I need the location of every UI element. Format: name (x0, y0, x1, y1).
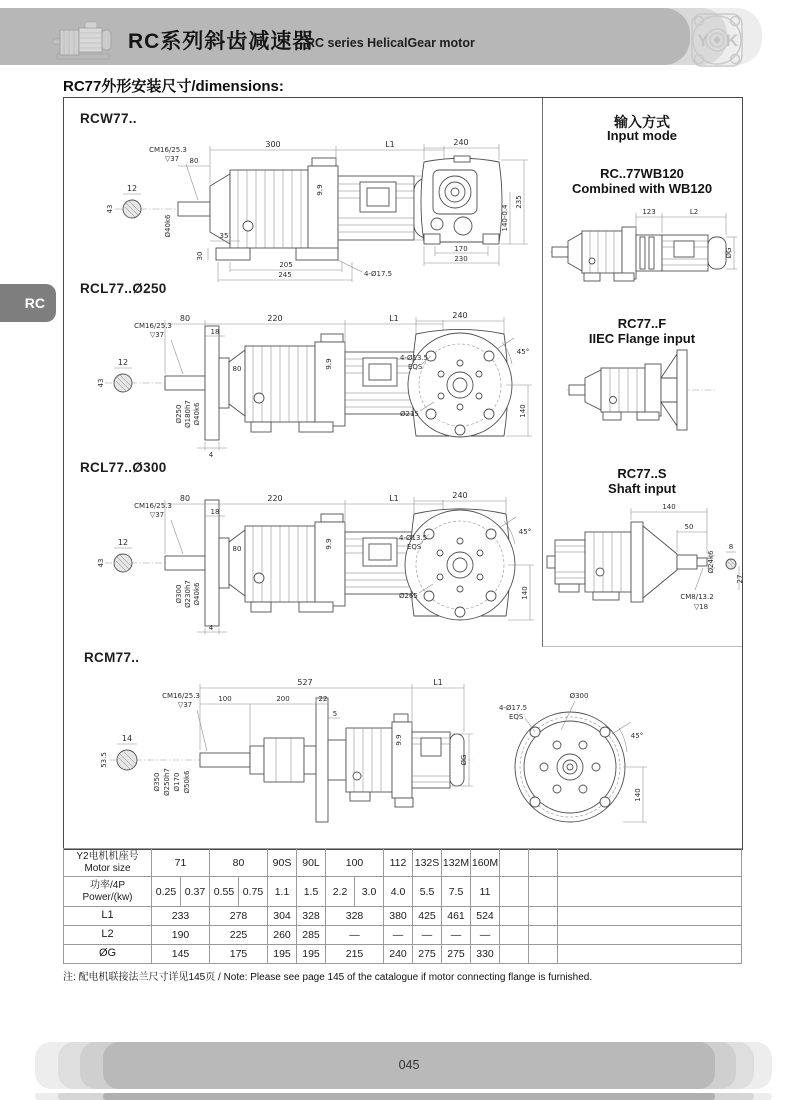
cell-empty (558, 907, 742, 926)
cell-power: 0.25 (152, 877, 181, 907)
rcm77-end-drawing (495, 682, 655, 842)
cell-motor-size: 90L (297, 849, 326, 877)
dim-label: 80 (179, 494, 191, 503)
dim-label: L1 (389, 494, 399, 503)
dim-label: 9.9 (395, 734, 403, 746)
dim-label: 50 (684, 523, 694, 531)
section-title: RC77外形安装尺寸/dimensions: (63, 78, 284, 95)
cell-og: 175 (210, 945, 268, 964)
cell-power: 1.5 (297, 877, 326, 907)
wb120-subtitle: Combined with WB120 (571, 181, 713, 196)
dim-label: Ø40k6 (193, 402, 201, 426)
cell-og: 240 (384, 945, 413, 964)
flange-subtitle: IIEC Flange input (588, 331, 696, 346)
product-photo (52, 16, 114, 62)
cell-l2: 190 (152, 926, 210, 945)
dim-label: ▽37 (177, 701, 193, 709)
dim-label: Ø250 (175, 404, 183, 424)
cell-empty (558, 926, 742, 945)
cell-l1: 328 (297, 907, 326, 926)
wb120-drawing (548, 205, 740, 305)
dim-label: 22 (318, 695, 328, 703)
cell-motor-size: 160M (471, 849, 500, 877)
dim-label: EQS (509, 713, 524, 721)
cell-power: 5.5 (413, 877, 442, 907)
row-header-power (64, 877, 152, 907)
cell-power: 7.5 (442, 877, 471, 907)
table-row-l2 (64, 926, 742, 945)
footer-strip-inner (103, 1093, 715, 1100)
dim-label: 240 (453, 138, 469, 147)
cell-power: 0.55 (210, 877, 239, 907)
dim-label: Ø230h7 (184, 580, 192, 608)
dim-label: 80 (232, 365, 242, 373)
cell-motor-size: 112 (384, 849, 413, 877)
dim-label: 43 (97, 378, 105, 388)
dim-label: 170 (454, 245, 468, 253)
row-header-zh: 功率/4P (89, 879, 125, 891)
dim-label: 235 (515, 195, 523, 209)
page-number: 045 (103, 1042, 715, 1089)
dim-label: 43 (97, 558, 105, 568)
dim-label: 9.9 (325, 538, 333, 550)
dim-label: CM16/25.3 (149, 146, 187, 154)
dim-label: 300 (265, 140, 281, 149)
figure-label-rcl300: RCL77..Ø300 (80, 460, 167, 475)
cell-l1: 278 (210, 907, 268, 926)
flange-title: RC77..F (617, 316, 667, 331)
rcw77-end-drawing (400, 132, 535, 272)
cell-l2: — (442, 926, 471, 945)
dim-label: 140-0.4 (501, 204, 509, 232)
dim-label: L1 (389, 314, 399, 323)
cell-og: 195 (268, 945, 297, 964)
dim-label: 4 (208, 624, 214, 632)
dim-label: Ø170 (173, 772, 181, 792)
logo-letter-y: Y (697, 31, 709, 50)
row-header-en: Power/(kw) (82, 891, 133, 903)
dim-label: Ø50k6 (183, 770, 191, 794)
row-header-l2: L2 (64, 926, 152, 945)
figure-label-rcl250: RCL77..Ø250 (80, 281, 167, 296)
cell-l1: 304 (268, 907, 297, 926)
cell-l2: — (384, 926, 413, 945)
dim-label: 123 (642, 208, 656, 216)
cell-empty (558, 945, 742, 964)
dim-label: 140 (634, 788, 642, 802)
dim-label: CM16/25.3 (134, 502, 172, 510)
dim-label: 220 (267, 314, 283, 323)
cell-empty (500, 907, 529, 926)
dim-label: 35 (219, 232, 229, 240)
cell-motor-size: 100 (326, 849, 384, 877)
row-header-motor-size (64, 849, 152, 877)
cell-empty (558, 849, 742, 877)
cell-motor-size: 90S (268, 849, 297, 877)
dim-label: 100 (218, 695, 232, 703)
dim-label: 27 (736, 574, 744, 584)
rcm77-side-drawing (95, 668, 480, 838)
cell-power: 0.37 (181, 877, 210, 907)
logo-letter-k: K (725, 31, 739, 50)
dim-label: ▽37 (149, 511, 165, 519)
cell-motor-size: 132S (413, 849, 442, 877)
cell-power: 3.0 (355, 877, 384, 907)
cell-empty (529, 945, 558, 964)
table-row-l1 (64, 907, 742, 926)
cell-l2: 285 (297, 926, 326, 945)
dim-label: 4 (208, 451, 214, 458)
cell-l1: 461 (442, 907, 471, 926)
dim-label: 4-Ø13.5 (399, 534, 428, 542)
cell-empty (529, 907, 558, 926)
page-title: RC系列斜齿减速器 (128, 30, 315, 53)
dim-label: Ø250h7 (163, 768, 171, 796)
footnote: 注: 配电机联接法兰尺寸详见145页 / Note: Please see page 145 of the catalogue if motor connecting flange is furnished. (63, 972, 593, 983)
brand-logo (684, 4, 750, 76)
dim-label: Ø300 (569, 692, 589, 700)
dim-label: Ø215 (400, 410, 419, 418)
row-header-en: Motor size (84, 862, 131, 874)
dim-label: ▽18 (693, 603, 709, 611)
dim-label: 9.9 (325, 358, 333, 370)
dim-label: Ø350 (153, 772, 161, 792)
dim-label: 45° (630, 732, 644, 740)
dim-label: 240 (452, 491, 468, 500)
cell-l1: 233 (152, 907, 210, 926)
cell-power: 4.0 (384, 877, 413, 907)
wb120-title: RC..77WB120 (600, 166, 684, 181)
cell-power: 2.2 (326, 877, 355, 907)
cell-empty (529, 877, 558, 907)
cell-empty (529, 849, 558, 877)
dim-label: 53.5 (100, 752, 108, 768)
cell-empty (500, 945, 529, 964)
dim-label: 80 (179, 314, 191, 323)
dim-label: 18 (210, 328, 220, 336)
spec-table (63, 848, 742, 964)
shaft-subtitle: Shaft input (608, 481, 676, 496)
row-header-zh: Y2电机机座号 (76, 850, 139, 862)
cell-l1: 328 (326, 907, 384, 926)
cell-empty (500, 849, 529, 877)
cell-l2: — (326, 926, 384, 945)
cell-l2: — (413, 926, 442, 945)
table-row-power (64, 877, 742, 907)
dim-label: CM16/25.3 (162, 692, 200, 700)
dim-label: 4-Ø17.5 (499, 704, 528, 712)
cell-empty (529, 926, 558, 945)
cell-empty (500, 877, 529, 907)
dim-label: ▽37 (164, 155, 180, 163)
figure-label-rcm77: RCM77.. (84, 650, 140, 665)
rcl300-end-drawing (398, 488, 538, 638)
dim-label: Ø300 (175, 584, 183, 604)
dim-label: L2 (689, 208, 699, 216)
dim-label: 12 (117, 358, 129, 367)
dim-label: 240 (452, 311, 468, 320)
cell-og: 330 (471, 945, 500, 964)
dim-label: Ø265 (399, 592, 418, 600)
cell-og: 195 (297, 945, 326, 964)
dim-label: 230 (454, 255, 468, 263)
row-header-l1: L1 (64, 907, 152, 926)
cell-motor-size: 71 (152, 849, 210, 877)
cell-motor-size: 132M (442, 849, 471, 877)
cell-power: 0.75 (239, 877, 268, 907)
cell-l2: — (471, 926, 500, 945)
dim-label: Ø24k6 (707, 550, 715, 574)
table-row-og (64, 945, 742, 964)
cell-l2: 260 (268, 926, 297, 945)
dim-label: 8 (728, 543, 734, 551)
dim-label: 9.9 (316, 184, 324, 196)
cell-l1: 524 (471, 907, 500, 926)
dim-label: 80 (232, 545, 242, 553)
dim-label: ▽37 (149, 331, 165, 339)
dim-label: 30 (196, 251, 204, 261)
dim-label: CM16/25.3 (134, 322, 172, 330)
cell-og: 275 (442, 945, 471, 964)
page-subtitle: RC series HelicalGear motor (306, 36, 475, 50)
figure-label-rcw77: RCW77.. (80, 111, 137, 126)
cell-l1: 380 (384, 907, 413, 926)
dim-label: ØG (725, 247, 733, 259)
dim-label: 140 (521, 586, 529, 600)
cell-power: 1.1 (268, 877, 297, 907)
cell-empty (500, 926, 529, 945)
dim-label: 18 (210, 508, 220, 516)
dim-label: Ø40k6 (164, 214, 172, 238)
dim-label: EQS (408, 363, 423, 371)
dim-label: 4-Ø13.5 (400, 354, 429, 362)
cell-og: 145 (152, 945, 210, 964)
input-mode-title-en: Input mode (606, 128, 678, 143)
cell-og: 215 (326, 945, 384, 964)
dim-label: 140 (662, 503, 676, 511)
dim-label: 5 (332, 710, 338, 718)
dim-label: 80 (189, 157, 199, 165)
dim-label: 12 (117, 538, 129, 547)
dim-label: 200 (276, 695, 290, 703)
flange-input-drawing (565, 340, 720, 440)
dim-label: EQS (407, 543, 422, 551)
cell-motor-size: 80 (210, 849, 268, 877)
dim-label: 45° (516, 348, 530, 356)
rcl250-end-drawing (398, 308, 538, 458)
dim-label: 205 (279, 261, 293, 269)
input-mode-title-zh: 输入方式 (614, 114, 670, 130)
cell-empty (558, 877, 742, 907)
dim-label: CM8/13.2 (680, 593, 714, 601)
cell-power: 11 (471, 877, 500, 907)
shaft-title: RC77..S (617, 466, 667, 481)
dim-label: Ø180h7 (184, 400, 192, 428)
dim-label: L1 (385, 140, 395, 149)
cell-l2: 225 (210, 926, 268, 945)
dim-label: 140 (519, 404, 527, 418)
dim-label: 220 (267, 494, 283, 503)
dim-label: 245 (278, 271, 292, 279)
dim-label: 43 (106, 204, 114, 214)
dim-label: 45° (518, 528, 532, 536)
dim-label: 527 (297, 678, 313, 687)
row-header-og: ØG (64, 945, 152, 964)
dim-label: 12 (126, 184, 138, 193)
side-tab-rc: RC (0, 284, 56, 322)
dim-label: 14 (121, 734, 133, 743)
dim-label: L1 (433, 678, 443, 687)
dim-label: Ø40k6 (193, 582, 201, 606)
cell-l1: 425 (413, 907, 442, 926)
dim-label: ØG (460, 754, 468, 766)
dim-label: 4-Ø17.5 (364, 270, 393, 278)
cell-og: 275 (413, 945, 442, 964)
table-row-motor-size (64, 849, 742, 877)
shaft-input-drawing (545, 502, 745, 632)
